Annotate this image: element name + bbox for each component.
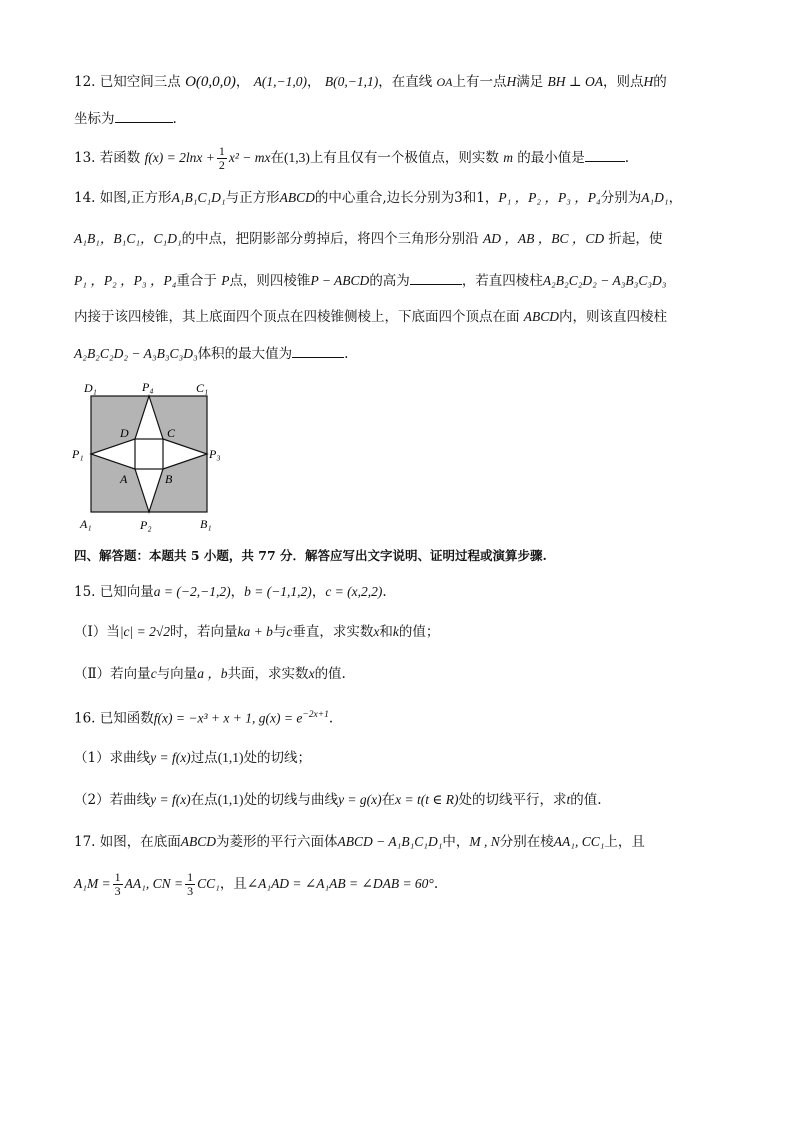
q15-text: 与 — [272, 624, 287, 640]
q13-text: . — [624, 150, 630, 166]
q14-line2 — [74, 229, 726, 249]
q14-segments: A₁B₁，B₁C₁，C₁D₁ — [74, 231, 182, 246]
q17-line1 — [74, 832, 726, 852]
q17-solid: ABCD − A₁B₁C₁D₁ — [337, 834, 443, 849]
q17-expr: AA₁, CN = — [124, 876, 184, 891]
q14-text: 折起，使 — [608, 231, 663, 247]
q17-base: ABCD — [180, 834, 217, 849]
q12-text: 的 — [653, 74, 667, 90]
q16-text: （1）求曲线 — [74, 750, 151, 766]
fraction-denominator: 3 — [114, 884, 121, 898]
q17-text: . — [433, 876, 439, 892]
q17-expr: A₁M = — [74, 876, 111, 891]
q14-text: 点，则四棱锥 — [229, 273, 311, 289]
q15-vectors-ab: a ，b — [197, 666, 228, 681]
q14-text: ， — [668, 190, 683, 206]
q16-curve: y = f(x) — [150, 750, 191, 765]
q17-expr: CC₁ — [197, 876, 220, 891]
label-p3: P₃ — [209, 447, 221, 461]
q14-points: P₁ ，P₂ ，P₃ ，P₄ — [74, 273, 177, 288]
q16-text: 在点 — [190, 792, 218, 808]
q17-text: 17. 如图，在底面 — [74, 834, 181, 850]
q13-function-rest: x² − mx — [228, 150, 271, 165]
q13-var-m: m — [503, 150, 513, 165]
q14-square-outer: A₁B₁C₁D₁ — [171, 190, 226, 205]
label-d: D — [120, 426, 129, 440]
q15-vector-c: c = (x,2,2) — [325, 584, 383, 599]
q16-curve: y = f(x) — [150, 792, 191, 807]
q15-text: （Ⅱ）若向量 — [74, 666, 151, 682]
q14-prism: A₂B₂C₂D₂ − A₃B₃C₃D₃ — [542, 273, 667, 288]
q14-text: 的高为 — [369, 273, 410, 289]
q16-text: . — [328, 710, 334, 727]
q14-line4 — [74, 307, 726, 327]
q15-var-k: k — [392, 624, 399, 639]
q14-text: 14. 如图,正方形 — [74, 190, 172, 206]
label-p2: P₂ — [140, 518, 152, 532]
label-a: A — [120, 472, 128, 486]
q16-tangent-point: x = t(t ∈ R) — [395, 792, 459, 807]
q15-text: ， — [311, 584, 326, 600]
q16-curve: y = g(x) — [338, 792, 382, 807]
inner-square — [135, 439, 163, 469]
q17-edges: AA₁, CC₁ — [553, 834, 605, 849]
q14-square-inner: ABCD — [279, 190, 315, 205]
q12-point-a: A(1,−1,0) — [253, 74, 308, 89]
q17-fraction-1 — [113, 871, 123, 898]
q14-line1 — [74, 188, 726, 208]
q12-text: 坐标为 — [74, 111, 115, 127]
q15-vector-c: c — [150, 666, 157, 681]
q16-functions: f(x) = −x³ + x + 1, g(x) = e — [153, 710, 303, 726]
q14-point-p: P — [221, 273, 230, 288]
q12-text: . — [172, 111, 177, 127]
q16-text: 处的切线平行，求 — [458, 792, 567, 808]
label-p1: P₁ — [72, 447, 84, 461]
q16-text: 处的切线与曲线 — [243, 792, 339, 808]
q14-line5 — [74, 343, 726, 364]
q14-line3 — [74, 270, 726, 291]
q16-line3 — [74, 790, 726, 810]
q16-text: 16. 已知函数 — [74, 710, 154, 727]
q16-text: 在 — [381, 792, 396, 808]
label-a1: A₁ — [80, 517, 92, 531]
q15-line2 — [74, 622, 726, 642]
q17-text: 上，且 — [604, 834, 645, 850]
q17-text: ，且 — [219, 876, 247, 892]
q14-segment: A₁D₁ — [641, 190, 669, 205]
q13-text: 在 — [270, 150, 285, 166]
q14-edges: AD ，AB ，BC ，CD — [482, 231, 605, 246]
q16-point: (1,1) — [217, 750, 244, 765]
q12-point-o: O(0,0,0) — [185, 74, 236, 90]
q15-text: ， — [230, 584, 245, 600]
label-c: C — [167, 426, 176, 440]
label-c1: C₁ — [196, 381, 209, 395]
q15-text: 的值. — [314, 666, 346, 682]
q14-text: 的中点，把阴影部分剪掉后，将四个三角形分别沿 — [181, 231, 479, 247]
q12-point-h: H — [643, 74, 654, 89]
q17-angles: ∠A₁AD = ∠A₁AB = ∠DAB = 60° — [246, 876, 434, 891]
q16-text: 处的切线； — [243, 750, 312, 766]
q17-text: 分别在棱 — [499, 834, 554, 850]
answer-blank[interactable] — [292, 343, 344, 358]
q12-line-oa: OA — [436, 75, 453, 89]
q14-pyramid: P − ABCD — [310, 273, 370, 288]
q14-text: ，若直四棱柱 — [461, 273, 543, 289]
q14-figure-svg — [70, 378, 230, 536]
q15-var-x: x — [373, 624, 380, 639]
q14-prism: A₂B₂C₂D₂ − A₃B₃C₃D₃ — [74, 346, 198, 361]
q12-line2 — [74, 108, 726, 129]
q12-text: ，则点 — [602, 74, 644, 90]
q16-line1 — [74, 705, 726, 729]
q14-text: 分别为 — [600, 190, 642, 206]
q13-interval: (1,3) — [284, 150, 310, 165]
q14-figure — [70, 378, 230, 536]
fraction-denominator: 2 — [218, 158, 225, 172]
q16-text: 的值. — [570, 792, 602, 808]
q15-text: 的值； — [398, 624, 440, 640]
q17-fraction-2 — [185, 871, 195, 898]
q16-var-t: t — [566, 792, 571, 807]
q13-text: 的最小值是 — [517, 150, 585, 166]
answer-blank[interactable] — [410, 270, 462, 285]
q12-line1: 12. 已知空间三点 O(0,0,0)， A(1,−1,0)， B(0,−1,1)，在直线 OA上有一点H满足 BH ⊥ OA，则点H的 — [74, 74, 667, 90]
q13-text: 13. 若函数 — [74, 150, 141, 166]
q17-text: 为菱形的平行六面体 — [216, 834, 338, 850]
q12-point-h: H — [506, 74, 517, 89]
label-b: B — [165, 472, 173, 486]
q15-vector-b: b = (−1,1,2) — [244, 584, 312, 599]
answer-blank[interactable] — [115, 108, 173, 123]
q14-face: ABCD — [523, 309, 560, 324]
q15-expr: ka + b — [237, 624, 273, 639]
q16-point: (1,1) — [217, 792, 244, 807]
q16-exponent: −2x+1 — [302, 710, 329, 720]
q14-text: 内，则该直四棱柱 — [559, 309, 668, 325]
q13-function: f(x) = 2lnx + — [144, 150, 215, 165]
label-b1: B₁ — [200, 517, 212, 531]
q13-text: 上有且仅有一个极值点，则实数 — [309, 150, 499, 166]
q14-text: 的中心重合,边长分别为3和1， — [314, 190, 499, 206]
q15-var-x: x — [308, 666, 315, 681]
q14-text: 与正方形 — [225, 190, 280, 206]
q14-text: 内接于该四棱锥，其上底面四个顶点在四棱锥侧棱上，下底面四个顶点在面 — [74, 309, 520, 325]
q15-text: 和 — [379, 624, 393, 640]
q14-text: . — [344, 346, 349, 362]
q16-line2 — [74, 748, 726, 768]
q14-text: 体积的最大值为 — [197, 346, 293, 362]
q12-text: 12. 已知空间三点 — [74, 74, 181, 90]
q15-line3 — [74, 664, 726, 684]
fraction-numerator: 1 — [187, 870, 194, 884]
q17-text: 中， — [442, 834, 470, 850]
q15-text: 垂直，求实数 — [292, 624, 374, 640]
fraction-numerator: 1 — [114, 870, 121, 884]
q13-line — [74, 145, 726, 172]
q12-point-b: B(0,−1,1) — [324, 74, 379, 89]
q13-fraction — [217, 145, 227, 172]
q14-text: 重合于 — [176, 273, 217, 289]
q17-points: M , N — [469, 834, 500, 849]
q15-text: （Ⅰ）当 — [74, 624, 120, 640]
section-4-heading — [74, 546, 726, 566]
q15-text: 15. 已知向量 — [74, 584, 154, 600]
q16-text: （2）若曲线 — [74, 792, 151, 808]
q17-line2 — [74, 870, 726, 898]
q12-condition: BH ⊥ OA — [547, 74, 603, 89]
section-heading-text: 四、解答题：本题共 5 小题，共 77 分．解答应写出文字说明、证明过程或演算步骤. — [74, 548, 547, 563]
q15-text: 时，若向量 — [170, 624, 238, 640]
fraction-denominator: 3 — [187, 884, 194, 898]
label-p4: P₄ — [142, 380, 154, 394]
q14-points: P₁ ，P₂ ，P₃ ，P₄ — [498, 190, 601, 205]
q15-text: 与向量 — [156, 666, 198, 682]
q12-text: 满足 — [516, 74, 544, 90]
q16-text: 过点 — [190, 750, 218, 766]
q15-text: 共面，求实数 — [227, 666, 309, 682]
q15-text: . — [382, 584, 387, 600]
label-d1: D₁ — [84, 381, 97, 395]
q15-line1 — [74, 582, 726, 602]
q12-text: 上有一点 — [452, 74, 507, 90]
fraction-numerator: 1 — [218, 144, 225, 158]
answer-blank[interactable] — [585, 147, 625, 162]
q12-text: ，在直线 — [378, 74, 433, 90]
q15-vector-c: c — [286, 624, 293, 639]
q15-vector-a: a = (−2,−1,2) — [153, 584, 231, 599]
q15-magnitude: |c| = 2√2 — [119, 624, 171, 639]
